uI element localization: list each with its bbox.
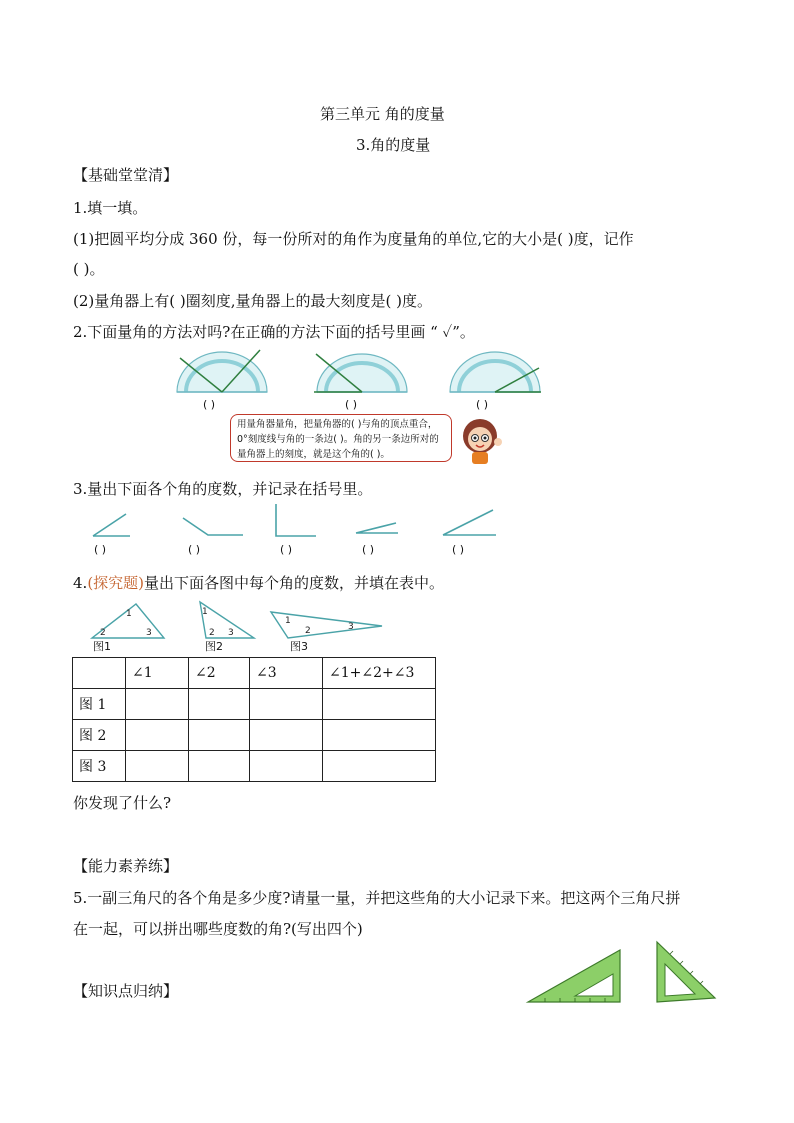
fig3-angle-1: 1 xyxy=(285,616,291,626)
table-row xyxy=(73,751,436,782)
table-header-cell: ∠1 xyxy=(126,658,189,689)
q3-blank-4[interactable]: ( ) xyxy=(362,543,375,556)
table-cell[interactable] xyxy=(250,689,323,720)
fig3-angle-2: 2 xyxy=(305,626,311,636)
table-cell[interactable] xyxy=(189,751,250,782)
q1-title: 1.填一填。 xyxy=(73,199,148,217)
q2-blank-2[interactable]: ( ) xyxy=(345,398,358,411)
table-cell[interactable] xyxy=(189,720,250,751)
q1-line1b: ( )。 xyxy=(73,260,105,278)
table-cell[interactable] xyxy=(250,751,323,782)
table-row xyxy=(73,720,436,751)
fig1-angle-3: 3 xyxy=(146,628,152,638)
q3-blank-1[interactable]: ( ) xyxy=(94,543,107,556)
fig1-angle-2: 2 xyxy=(100,628,106,638)
protractor-2-figure xyxy=(312,350,412,398)
table-cell[interactable] xyxy=(189,689,250,720)
section-summary: 【知识点归纳】 xyxy=(73,982,179,1000)
fig2-angle-1: 1 xyxy=(202,607,208,617)
set-squares-figure xyxy=(525,940,725,1006)
tip-bubble: 用量角器量角，把量角器的( )与角的顶点重合，0°刻度线与角的一条边( )。角的另一条边所对的量角器上的刻度，就是这个角的( )。 xyxy=(230,414,452,462)
q1-line1: (1)把圆平均分成 360 份，每一份所对的角作为度量角的单位,它的大小是( )度，记作 xyxy=(73,230,634,248)
table-cell[interactable] xyxy=(323,689,436,720)
q5-line2: 在一起，可以拼出哪些度数的角?(写出四个) xyxy=(73,920,363,938)
table-header-cell: ∠2 xyxy=(189,658,250,689)
unit-title: 第三单元 角的度量 xyxy=(320,105,445,123)
table-cell[interactable] xyxy=(126,689,189,720)
table-cell[interactable] xyxy=(250,720,323,751)
fig2-angle-2: 2 xyxy=(209,628,215,638)
table-cell[interactable] xyxy=(126,720,189,751)
table-header-cell: ∠1+∠2+∠3 xyxy=(323,658,436,689)
table-cell[interactable] xyxy=(323,751,436,782)
q4-title-line xyxy=(73,572,444,593)
fig3-angle-3: 3 xyxy=(348,622,354,632)
set-square-30-60 xyxy=(528,950,620,1002)
table-header-row xyxy=(73,658,436,689)
lesson-title: 3.角的度量 xyxy=(356,136,431,154)
table-row xyxy=(73,689,436,720)
fig2-angle-3: 3 xyxy=(228,628,234,638)
q3-blank-5[interactable]: ( ) xyxy=(452,543,465,556)
table-cell[interactable] xyxy=(323,720,436,751)
q5-line1: 5.一副三角尺的各个角是多少度?请量一量，并把这些角的大小记录下来。把这两个三角尺拼 xyxy=(73,889,681,907)
q1-line2: (2)量角器上有( )圈刻度,量角器上的最大刻度是( )度。 xyxy=(73,292,432,310)
q4-question: 你发现了什么? xyxy=(73,794,172,812)
q4-triangles-figure xyxy=(88,600,388,652)
protractor-3-figure xyxy=(445,348,545,398)
q3-blank-2[interactable]: ( ) xyxy=(188,543,201,556)
q3-blank-3[interactable]: ( ) xyxy=(280,543,293,556)
q4-tag: (探究题) xyxy=(87,574,145,592)
angle-table xyxy=(72,657,436,782)
fig1-angle-1: 1 xyxy=(126,609,132,619)
fig2-label: 图2 xyxy=(205,640,223,653)
protractor-1-figure xyxy=(172,346,272,398)
fig1-label: 图1 xyxy=(93,640,111,653)
q2-title: 2.下面量角的方法对吗?在正确的方法下面的括号里画 “ ✓”。 xyxy=(73,323,475,341)
q2-blank-1[interactable]: ( ) xyxy=(203,398,216,411)
section-ability: 【能力素养练】 xyxy=(73,857,179,875)
section-basic: 【基础堂堂清】 xyxy=(73,166,179,184)
q4-prefix: 4. xyxy=(73,574,88,592)
q3-title: 3.量出下面各个角的度数，并记录在括号里。 xyxy=(73,480,373,498)
table-row-label: 图 3 xyxy=(73,751,126,782)
q4-title: 量出下面各图中每个角的度数，并填在表中。 xyxy=(144,574,445,592)
cartoon-character-illustration xyxy=(452,412,518,468)
table-header-cell xyxy=(73,658,126,689)
table-cell[interactable] xyxy=(126,751,189,782)
q2-blank-3[interactable]: ( ) xyxy=(476,398,489,411)
q3-angles-figure xyxy=(88,500,508,540)
table-row-label: 图 1 xyxy=(73,689,126,720)
table-row-label: 图 2 xyxy=(73,720,126,751)
table-header-cell: ∠3 xyxy=(250,658,323,689)
set-square-45 xyxy=(657,942,715,1002)
fig3-label: 图3 xyxy=(290,640,308,653)
